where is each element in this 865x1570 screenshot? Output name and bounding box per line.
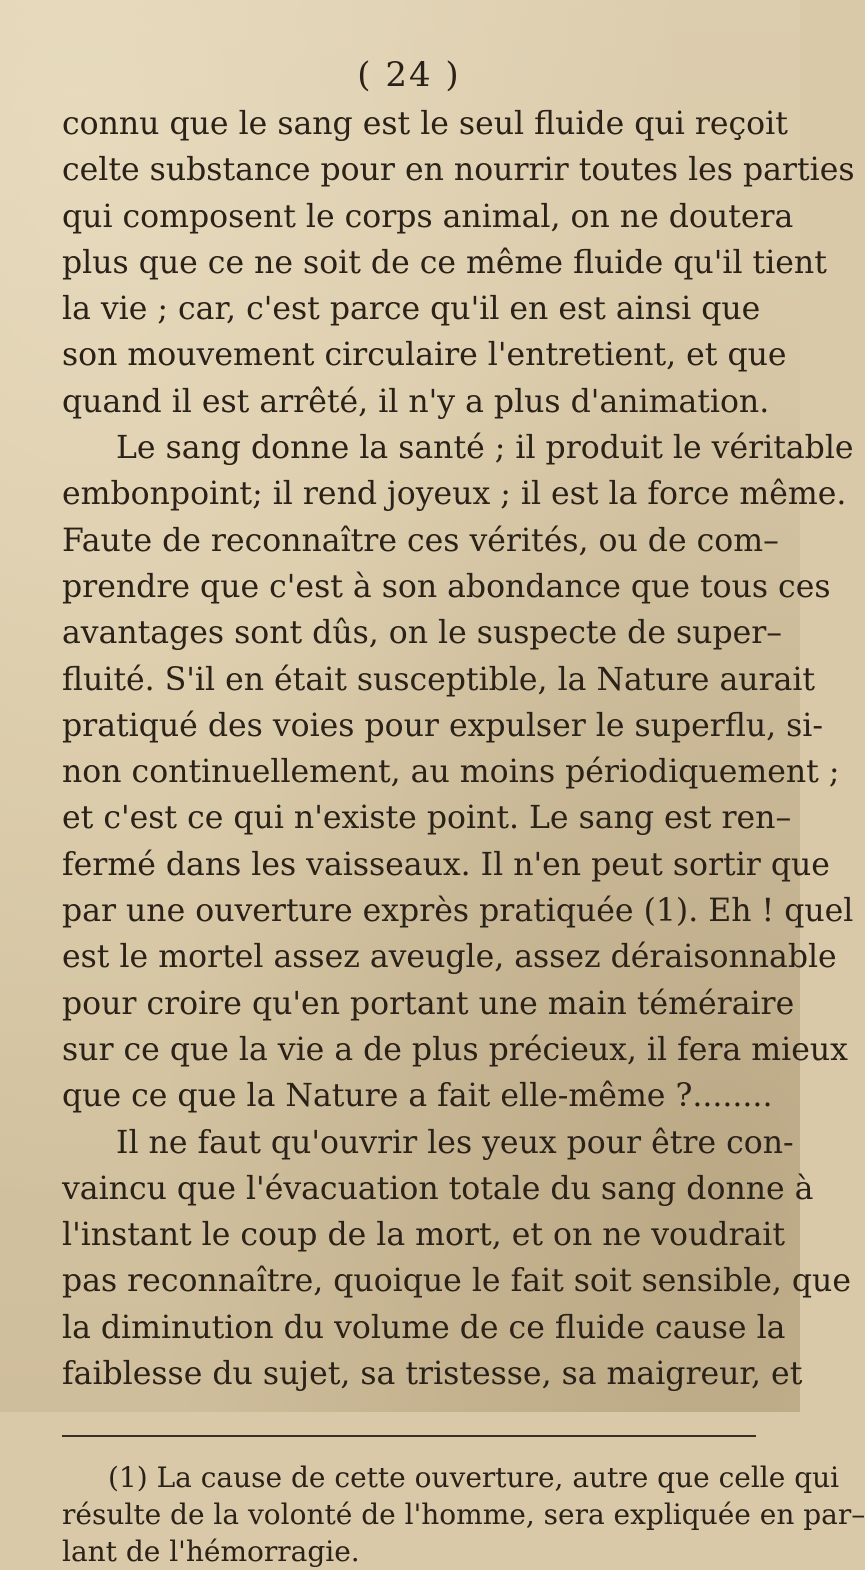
text-line: fermé dans les vaisseaux. Il n'en peut sortir que bbox=[62, 846, 830, 883]
text-line: pour croire qu'en portant une main téméraire bbox=[62, 985, 795, 1022]
text-line: connu que le sang est le seul fluide qui reçoit bbox=[62, 106, 788, 142]
text-line: l'instant le coup de la mort, et on ne voudrait bbox=[62, 1217, 786, 1254]
paragraph-2 bbox=[62, 425, 854, 1119]
text-line: avantages sont dûs, on le suspecte de super– bbox=[62, 615, 783, 652]
text-line: Il ne faut qu'ouvrir les yeux pour être con- bbox=[116, 1124, 794, 1161]
footnote bbox=[62, 1459, 865, 1570]
text-line: Faute de reconnaître ces vérités, ou de com– bbox=[62, 522, 779, 559]
text-line: sur ce que la vie a de plus précieux, il fera mieux bbox=[62, 1031, 848, 1068]
text-line: la diminution du volume de ce fluide cause la bbox=[62, 1309, 786, 1346]
text-line: vaincu que l'évacuation totale du sang donne à bbox=[62, 1170, 814, 1207]
text-line: non continuellement, au moins périodiquement ; bbox=[62, 754, 840, 791]
text-line: plus que ce ne soit de ce même fluide qu'il tient bbox=[62, 244, 827, 281]
text-line: que ce que la Nature a fait elle-même ?........ bbox=[62, 1078, 773, 1115]
text-line: qui composent le corps animal, on ne doutera bbox=[62, 198, 794, 235]
page-number: ( 24 ) bbox=[357, 55, 461, 95]
text-line: embonpoint; il rend joyeux ; il est la force même. bbox=[62, 476, 847, 513]
text-line: par une ouverture exprès pratiquée (1). Eh ! quel bbox=[62, 893, 854, 930]
text-line: prendre que c'est à son abondance que tous ces bbox=[62, 568, 831, 605]
footnote-line: (1) La cause de cette ouverture, autre que celle qui bbox=[108, 1461, 840, 1495]
text-line: faiblesse du sujet, sa tristesse, sa maigreur, et bbox=[62, 1356, 803, 1393]
text-line: pas reconnaître, quoique le fait soit sensible, que bbox=[62, 1263, 851, 1300]
footnote-line: lant de l'hémorragie. bbox=[62, 1535, 360, 1569]
footnote-divider bbox=[62, 1435, 756, 1437]
text-line: la vie ; car, c'est parce qu'il en est ainsi que bbox=[62, 291, 761, 328]
text-line: pratiqué des voies pour expulser le superflu, si- bbox=[62, 707, 824, 744]
footnote-line: résulte de la volonté de l'homme, sera expliquée en par– bbox=[62, 1498, 865, 1532]
text-line: celte substance pour en nourrir toutes les parties bbox=[62, 152, 855, 189]
paragraph-1 bbox=[62, 101, 855, 425]
text-line: est le mortel assez aveugle, assez déraisonnable bbox=[62, 939, 837, 976]
text-line: son mouvement circulaire l'entretient, et que bbox=[62, 337, 787, 374]
paragraph-3 bbox=[62, 1120, 851, 1398]
text-line: quand il est arrêté, il n'y a plus d'animation. bbox=[62, 383, 770, 420]
text-line: fluité. S'il en était susceptible, la Nature aurait bbox=[62, 661, 816, 698]
text-line: Le sang donne la santé ; il produit le véritable bbox=[116, 430, 854, 467]
text-line: et c'est ce qui n'existe point. Le sang est ren– bbox=[62, 800, 792, 837]
